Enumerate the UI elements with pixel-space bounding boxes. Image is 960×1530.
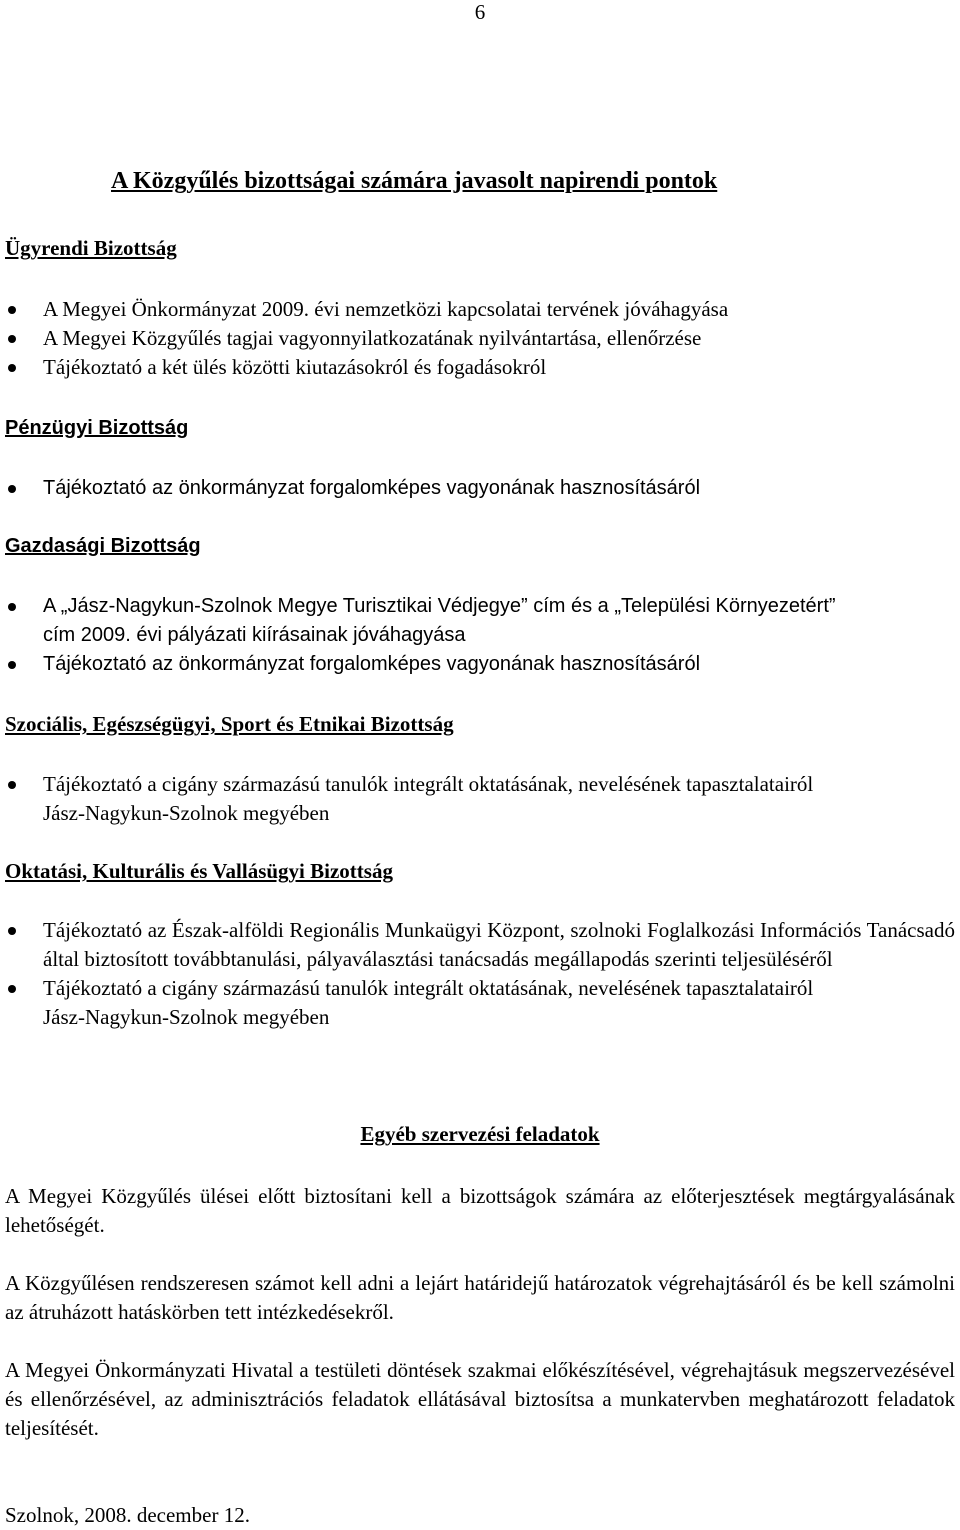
list-item: Tájékoztató az önkormányzat forgalomképes vagyonának hasznosításáról [5,650,865,679]
section-list-ugyrendi [5,295,955,382]
place-and-date: Szolnok, 2008. december 12. [5,1503,250,1527]
document-page [5,0,955,1529]
section-list-penzugyi [5,474,955,503]
list-item: A Megyei Közgyűlés tagjai vagyonnyilatkozatának nyilvántartása, ellenőrzése [5,324,955,353]
section-heading-oktatasi: Oktatási, Kulturális és Vallásügyi Bizottság [5,859,393,883]
paragraph: A Megyei Önkormányzati Hivatal a testületi döntések szakmai előkészítésével, végrehajtásuk megszervezésével és ellenőrzésével, az adminisztrációs feladatok ellátásával biztosítsa a munkatervben meghatározott feladatok teljesítését. [5,1358,955,1440]
section-heading-szocialis: Szociális, Egészségügyi, Sport és Etnikai Bizottság [5,712,454,736]
paragraph: A Közgyűlésen rendszeresen számot kell adni a lejárt határidejű határozatok végrehajtásáról és be kell számolni az átruházott hatáskörben tett intézkedésekről. [5,1271,955,1324]
other-tasks-heading: Egyéb szervezési feladatok [360,1122,600,1146]
section-list-gazdasagi [5,592,865,679]
list-item: Tájékoztató a cigány származású tanulók integrált oktatásának, nevelésének tapasztalatairól Jász-Nagykun-Szolnok megyében [5,974,955,1032]
list-item: Tájékoztató az önkormányzat forgalomképes vagyonának hasznosításáról [5,474,955,503]
section-list-szocialis [5,770,825,828]
section-heading-ugyrendi: Ügyrendi Bizottság [5,236,177,260]
section-heading-gazdasagi: Gazdasági Bizottság [5,535,201,557]
section-heading-penzugyi: Pénzügyi Bizottság [5,417,189,439]
list-item: A „Jász-Nagykun-Szolnok Megye Turisztikai Védjegye” cím és a „Települési Környezetért” cím 2009. évi pályázati kiírásainak jóváhagyása [5,592,865,650]
document-title: A Közgyűlés bizottságai számára javasolt napirendi pontok [111,168,718,194]
list-item: Tájékoztató az Észak-alföldi Regionális Munkaügyi Központ, szolnoki Foglalkozási Információs Tanácsadó által biztosított továbbtanulási, pályaválasztási tanácsadás megállapodás szerinti teljesüléséről [5,916,955,974]
list-item: Tájékoztató a cigány származású tanulók integrált oktatásának, nevelésének tapasztalatairól Jász-Nagykun-Szolnok megyében [5,770,825,828]
list-item: Tájékoztató a két ülés közötti kiutazásokról és fogadásokról [5,353,955,382]
section-list-oktatasi [5,916,955,1032]
list-item: A Megyei Önkormányzat 2009. évi nemzetközi kapcsolatai tervének jóváhagyása [5,295,955,324]
paragraph: A Megyei Közgyűlés ülései előtt biztosítani kell a bizottságok számára az előterjesztések megtárgyalásának lehetőségét. [5,1184,955,1237]
page-number: 6 [474,0,486,24]
